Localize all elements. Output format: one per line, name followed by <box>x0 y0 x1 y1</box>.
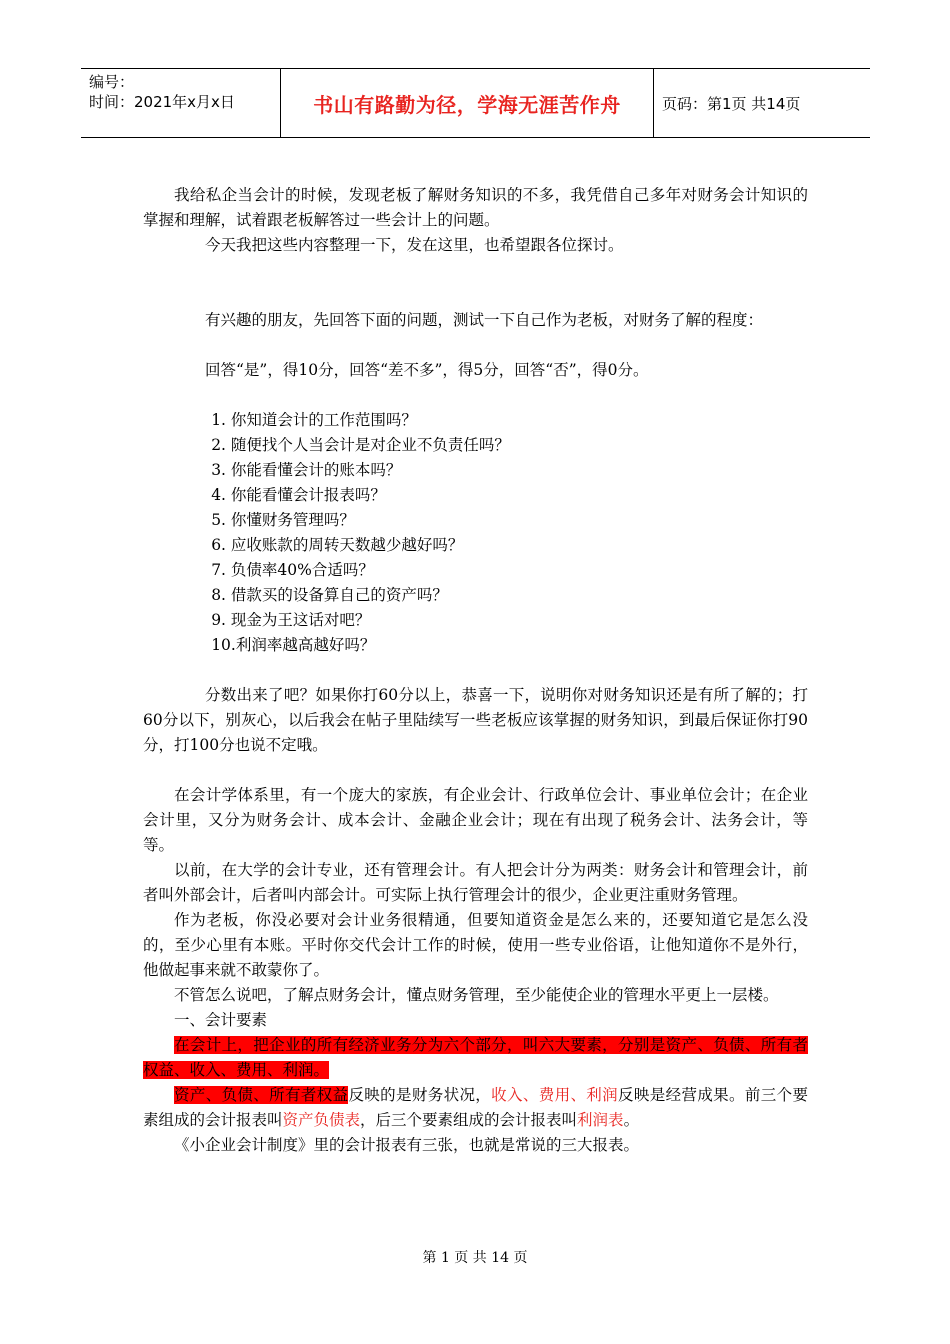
paragraph: 在会计学体系里，有一个庞大的家族，有企业会计、行政单位会计、事业单位会计；在企业会计里，又分为财务会计、成本会计、金融企业会计；现在有出现了税务会计、法务会计，等等。 <box>143 786 808 854</box>
list-item: 6. 应收账款的周转天数越少越好吗？ <box>211 536 464 554</box>
page-footer: 第 1 页 共 14 页 <box>422 1250 528 1266</box>
header-meta <box>81 69 281 137</box>
list-item: 9. 现金为王这话对吧？ <box>211 611 371 629</box>
list-item: 1. 你知道会计的工作范围吗？ <box>211 411 417 429</box>
paragraph: 回答“是”，得10分，回答“差不多”，得5分，回答“否”，得0分。 <box>205 361 649 379</box>
list-item: 5. 你懂财务管理吗？ <box>211 511 355 529</box>
list-item: 8. 借款买的设备算自己的资产吗？ <box>211 586 448 604</box>
paragraph: 作为老板，你没必要对会计业务很精通，但要知道资金是怎么来的，还要知道它是怎么没的，至少心里有本账。平时你交代会计工作的时候，使用一些专业俗语，让他知道你不是外行，他做起事来就不敢蒙你了。 <box>143 911 808 979</box>
header-motto: 书山有路勤为径，学海无涯苦作舟 <box>281 69 654 137</box>
section-heading: 一、会计要素 <box>174 1011 268 1029</box>
paragraph: 有兴趣的朋友，先回答下面的问题，测试一下自己作为老板，对财务了解的程度： <box>205 311 764 329</box>
red-text: 资产负债表 <box>282 1111 361 1129</box>
document-body <box>143 183 808 1158</box>
list-item: 7. 负债率40%合适吗？ <box>211 561 374 579</box>
list-item: 2. 随便找个人当会计是对企业不负责任吗？ <box>211 436 510 454</box>
time-label: 时间：2021年x月x日 <box>89 93 235 111</box>
paragraph <box>143 1083 808 1133</box>
page-header <box>81 68 870 138</box>
paragraph: 今天我把这些内容整理一下，发在这里，也希望跟各位探讨。 <box>205 236 624 254</box>
text-run: ，后三个要素组成的会计报表叫 <box>360 1111 578 1129</box>
highlighted-text: 在会计上，把企业的所有经济业务分为六个部分，叫六大要素，分别是资产、负债、所有者权益、收入、费用、利润。 <box>143 1036 808 1079</box>
list-item: 3. 你能看懂会计的账本吗？ <box>211 461 402 479</box>
paragraph: 不管怎么说吧，了解点财务会计，懂点财务管理，至少能使企业的管理水平更上一层楼。 <box>174 986 779 1004</box>
paragraph: 分数出来了吧？如果你打60分以上，恭喜一下，说明你对财务知识还是有所了解的；打60分以下，别灰心，以后我会在帖子里陆续写一些老板应该掌握的财务知识，到最后保证你打90分，打100分也说不定哦。 <box>143 686 808 754</box>
text-run: 。 <box>623 1111 640 1129</box>
red-text: 收入、费用、利润 <box>491 1086 619 1104</box>
text-run: 反映是经营成果。前三个要素组成的会计报表叫 <box>143 1086 808 1129</box>
text-run: 反映的是财务状况， <box>348 1086 492 1104</box>
header-page-info: 页码：第1页 共14页 <box>662 94 801 113</box>
list-item: 10.利润率越高越好吗？ <box>211 636 376 654</box>
paragraph: 我给私企当会计的时候，发现老板了解财务知识的不多，我凭借自己多年对财务会计知识的掌握和理解，试着跟老板解答过一些会计上的问题。 <box>143 186 808 229</box>
red-text: 利润表 <box>577 1111 624 1129</box>
list-item: 4. 你能看懂会计报表吗？ <box>211 486 386 504</box>
number-label: 编号： <box>89 73 135 91</box>
highlighted-paragraph <box>143 1033 808 1083</box>
question-list <box>143 408 808 658</box>
paragraph: 以前，在大学的会计专业，还有管理会计。有人把会计分为两类：财务会计和管理会计，前者叫外部会计，后者叫内部会计。可实际上执行管理会计的很少，企业更注重财务管理。 <box>143 861 808 904</box>
highlighted-text: 资产、负债、所有者权益 <box>174 1086 349 1104</box>
paragraph: 《小企业会计制度》里的会计报表有三张，也就是常说的三大报表。 <box>174 1136 640 1154</box>
